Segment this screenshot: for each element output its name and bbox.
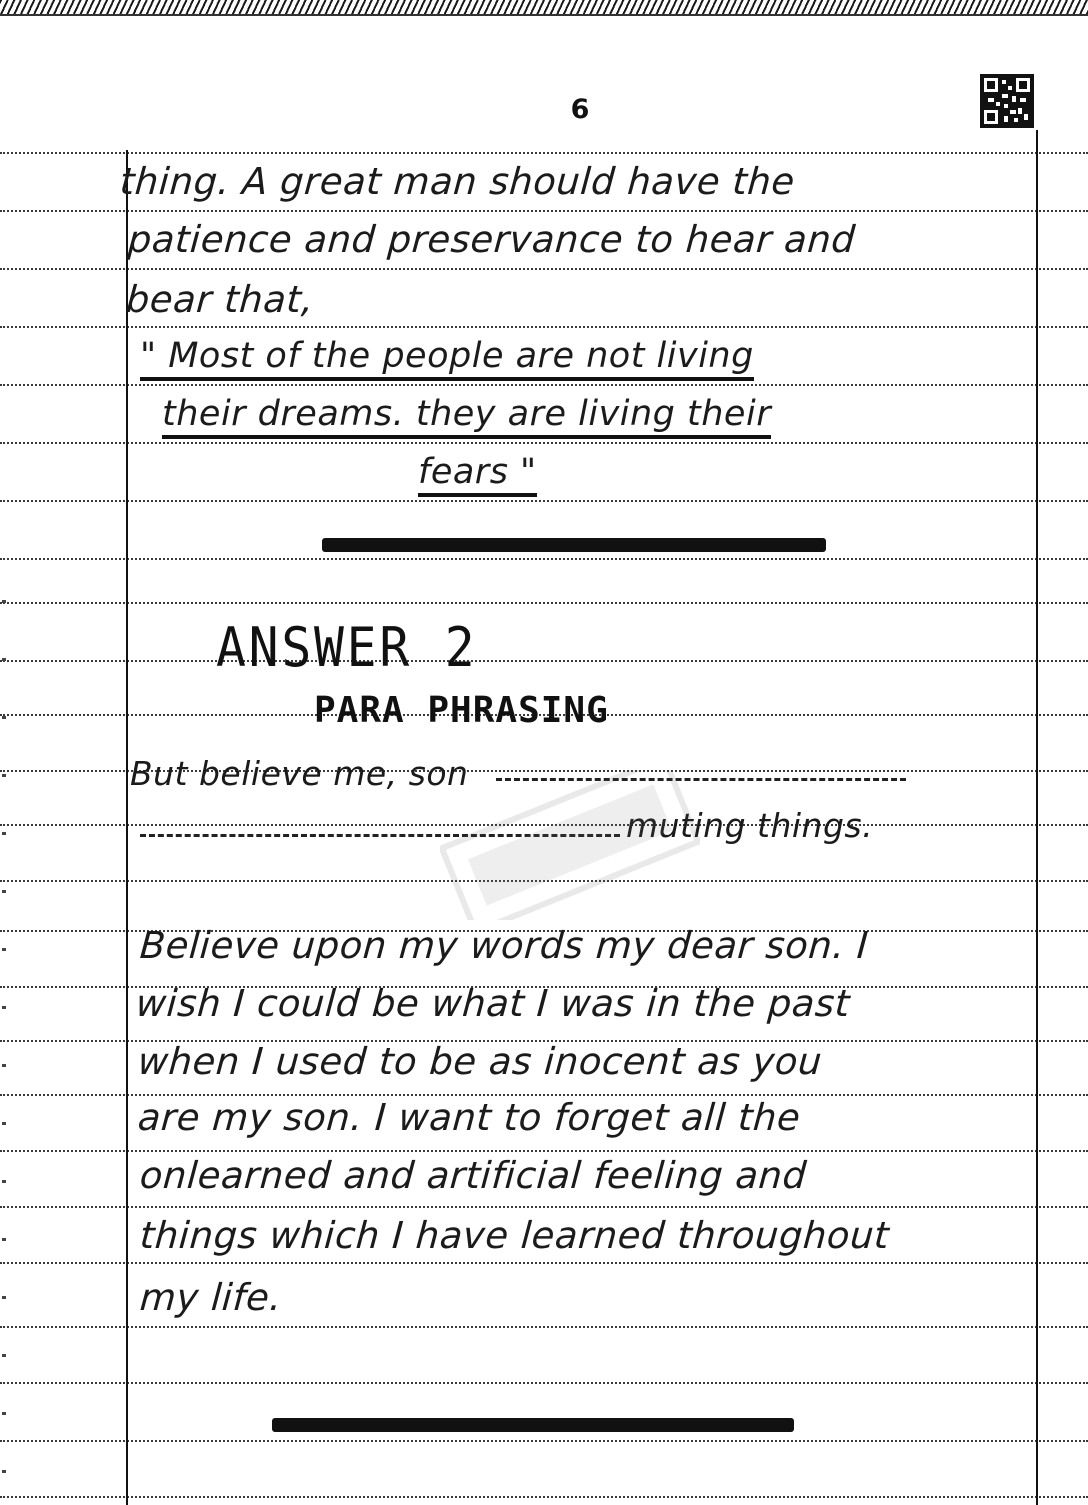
ruled-line	[0, 1262, 1088, 1264]
binding-edge-marks	[2, 600, 6, 1500]
paraphrase-line-4: are my son. I want to forget all the	[136, 1096, 802, 1139]
ruled-line	[0, 500, 1088, 502]
paraphrase-line-5: onlearned and artificial feeling and	[138, 1154, 809, 1197]
answer-1-line-3: bear that,	[124, 278, 316, 321]
ruled-line	[0, 1326, 1088, 1328]
ruled-line	[0, 602, 1088, 604]
ruled-line	[0, 1150, 1088, 1152]
ruled-line	[0, 152, 1088, 154]
faint-watermark	[440, 770, 700, 920]
right-margin-line	[1036, 130, 1038, 1505]
qr-code-icon	[980, 74, 1034, 128]
section-divider-bottom	[272, 1418, 794, 1432]
extract-start: But believe me, son	[130, 754, 469, 793]
ruled-line	[0, 326, 1088, 328]
paraphrasing-heading: PARA PHRASING	[314, 690, 609, 731]
ruled-line	[0, 384, 1088, 386]
quote-line-3	[418, 452, 537, 492]
paraphrase-line-6: things which I have learned throughout	[138, 1214, 891, 1257]
ruled-line	[0, 1440, 1088, 1442]
ruled-line	[0, 1206, 1088, 1208]
paraphrase-line-2: wish I could be what I was in the past	[134, 982, 852, 1025]
paraphrase-line-7: my life.	[138, 1276, 284, 1319]
section-divider-top	[322, 538, 826, 552]
ruled-line	[0, 1382, 1088, 1384]
quote-line-2-text: their dreams. they are living their	[162, 394, 771, 439]
ruled-line	[0, 210, 1088, 212]
paraphrase-line-3: when I used to be as inocent as you	[136, 1040, 824, 1083]
ruled-line	[0, 268, 1088, 270]
quote-line-1	[140, 336, 754, 376]
ruled-line	[0, 558, 1088, 560]
ruled-line	[0, 442, 1088, 444]
top-hatch-border	[0, 0, 1088, 14]
ruled-line	[0, 1496, 1088, 1498]
quote-line-2	[162, 394, 771, 434]
left-margin-line	[126, 150, 128, 1505]
answer-1-line-1: thing. A great man should have the	[118, 160, 797, 203]
answer-2-heading: ANSWER 2	[216, 616, 478, 679]
extract-end: muting things.	[626, 806, 874, 845]
ruled-line	[0, 660, 1088, 662]
quote-line-3-text: fears "	[418, 452, 537, 497]
top-border-edge	[0, 14, 1088, 16]
page-number: 6	[570, 94, 590, 125]
answer-1-line-2: patience and preservance to hear and	[126, 218, 857, 261]
paraphrase-line-1: Believe upon my words my dear son. I	[138, 924, 870, 967]
quote-line-1-text: " Most of the people are not living	[140, 336, 754, 381]
